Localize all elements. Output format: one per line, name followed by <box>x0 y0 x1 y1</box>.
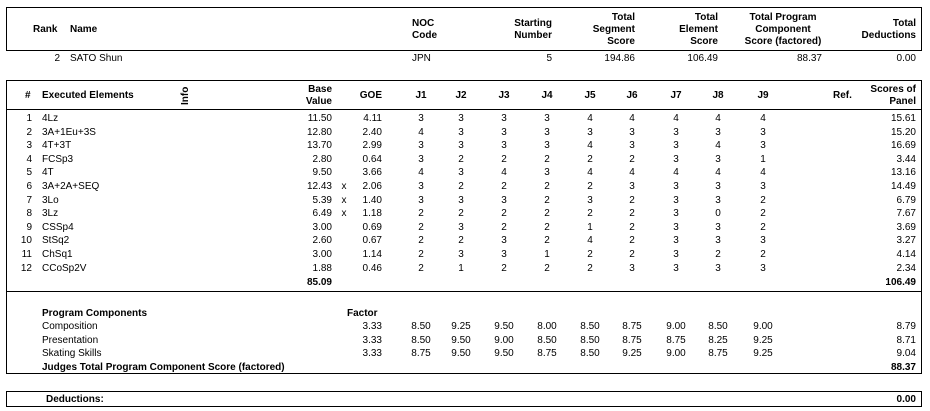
element-base-value: 6.49 <box>312 208 332 219</box>
element-judge-score: 3 <box>587 195 593 206</box>
component-panel-score: 8.79 <box>896 321 916 332</box>
element-panel-score: 13.16 <box>890 167 916 178</box>
judge-header-3: J3 <box>498 90 510 101</box>
element-judge-score: 3 <box>458 140 464 151</box>
element-goe: 2.99 <box>362 140 382 151</box>
elements-total-base-value: 85.09 <box>306 277 332 288</box>
element-name: FCSp3 <box>42 154 74 165</box>
judge-header-7: J7 <box>670 90 682 101</box>
element-judge-score: 3 <box>587 127 593 138</box>
component-judge-score: 9.25 <box>753 335 773 346</box>
pcs-header-2: Component <box>755 24 811 35</box>
tes-header-3: Score <box>690 36 718 47</box>
element-row-num: 10 <box>20 235 32 246</box>
element-judge-score: 3 <box>501 127 507 138</box>
component-factor: 3.33 <box>362 321 382 332</box>
element-panel-score: 14.49 <box>890 181 916 192</box>
component-judge-score: 8.50 <box>411 321 431 332</box>
components-total-label: Judges Total Program Component Score (factored) <box>42 362 285 373</box>
element-bonus-marker: x <box>341 181 347 192</box>
elements-info-header: Info <box>180 86 191 105</box>
element-judge-score: 3 <box>458 113 464 124</box>
component-judge-score: 8.50 <box>580 321 600 332</box>
element-judge-score: 3 <box>673 222 679 233</box>
elements-goe-header: GOE <box>359 90 382 101</box>
element-goe: 2.40 <box>362 127 382 138</box>
element-judge-score: 2 <box>544 208 550 219</box>
element-judge-score: 2 <box>458 235 464 246</box>
judge-header-2: J2 <box>455 90 467 101</box>
element-judge-score: 2 <box>418 235 424 246</box>
component-panel-score: 9.04 <box>896 348 916 359</box>
component-judge-score: 8.75 <box>537 348 557 359</box>
element-name: 4T+3T <box>42 140 72 151</box>
element-judge-score: 2 <box>544 235 550 246</box>
element-judge-score: 3 <box>501 113 507 124</box>
skater-total-element-score: 106.49 <box>687 53 718 64</box>
element-row-num: 5 <box>26 167 32 178</box>
element-base-value: 1.88 <box>312 263 332 274</box>
judge-header-8: J8 <box>712 90 724 101</box>
element-name: 3Lo <box>42 195 59 206</box>
element-goe: 0.69 <box>362 222 382 233</box>
element-name: StSq2 <box>42 235 70 246</box>
element-panel-score: 15.61 <box>890 113 916 124</box>
element-row-num: 7 <box>26 195 32 206</box>
element-judge-score: 2 <box>629 154 635 165</box>
element-judge-score: 2 <box>458 181 464 192</box>
ded-header-1: Total <box>892 18 916 29</box>
element-judge-score: 3 <box>501 249 507 260</box>
element-judge-score: 3 <box>418 113 424 124</box>
element-judge-score: 2 <box>418 222 424 233</box>
element-base-value: 3.00 <box>312 249 332 260</box>
element-judge-score: 4 <box>629 167 635 178</box>
element-judge-score: 2 <box>544 263 550 274</box>
element-row-num: 8 <box>26 208 32 219</box>
element-judge-score: 2 <box>544 154 550 165</box>
component-judge-score: 8.25 <box>708 335 728 346</box>
element-goe: 1.18 <box>362 208 382 219</box>
element-judge-score: 4 <box>760 167 766 178</box>
component-judge-score: 8.00 <box>537 321 557 332</box>
element-judge-score: 3 <box>673 208 679 219</box>
element-row-num: 9 <box>26 222 32 233</box>
element-base-value: 3.00 <box>312 222 332 233</box>
element-judge-score: 3 <box>458 222 464 233</box>
deductions-label: Deductions: <box>46 394 104 405</box>
element-judge-score: 2 <box>760 222 766 233</box>
element-judge-score: 2 <box>544 195 550 206</box>
component-judge-score: 9.25 <box>451 321 471 332</box>
element-goe: 1.40 <box>362 195 382 206</box>
element-judge-score: 3 <box>673 263 679 274</box>
element-judge-score: 2 <box>629 222 635 233</box>
element-judge-score: 2 <box>629 235 635 246</box>
element-judge-score: 3 <box>458 195 464 206</box>
ded-header-2: Deductions <box>861 30 916 41</box>
element-name: CCoSp2V <box>42 263 87 274</box>
element-panel-score: 4.14 <box>896 249 916 260</box>
judge-header-4: J4 <box>541 90 553 101</box>
start-header-2: Number <box>514 30 552 41</box>
element-row-num: 4 <box>26 154 32 165</box>
component-judge-score: 9.50 <box>451 348 471 359</box>
element-judge-score: 3 <box>458 249 464 260</box>
element-panel-score: 6.79 <box>896 195 916 206</box>
deductions-box <box>6 391 922 407</box>
element-judge-score: 3 <box>418 181 424 192</box>
elements-total-score: 106.49 <box>885 277 916 288</box>
element-judge-score: 2 <box>587 154 593 165</box>
elements-base-header-1: Base <box>308 84 332 95</box>
element-judge-score: 3 <box>715 154 721 165</box>
element-judge-score: 3 <box>760 140 766 151</box>
element-goe: 0.64 <box>362 154 382 165</box>
element-judge-score: 3 <box>544 113 550 124</box>
skater-total-segment-score: 194.86 <box>604 53 635 64</box>
component-judge-score: 8.75 <box>411 348 431 359</box>
element-judge-score: 2 <box>629 208 635 219</box>
element-judge-score: 3 <box>418 140 424 151</box>
element-judge-score: 3 <box>673 249 679 260</box>
element-judge-score: 2 <box>501 154 507 165</box>
components-factor-header: Factor <box>347 308 378 319</box>
element-judge-score: 3 <box>715 195 721 206</box>
element-goe: 0.67 <box>362 235 382 246</box>
pcs-header-1: Total Program <box>749 12 817 23</box>
element-judge-score: 4 <box>673 113 679 124</box>
element-judge-score: 3 <box>544 127 550 138</box>
element-judge-score: 3 <box>418 195 424 206</box>
component-judge-score: 9.00 <box>666 348 686 359</box>
skater-rank: 2 <box>54 53 60 64</box>
component-panel-score: 8.71 <box>896 335 916 346</box>
element-judge-score: 3 <box>760 263 766 274</box>
element-panel-score: 3.27 <box>896 235 916 246</box>
skater-name: SATO Shun <box>70 53 123 64</box>
element-judge-score: 3 <box>629 181 635 192</box>
element-name: 4T <box>42 167 54 178</box>
element-judge-score: 2 <box>418 263 424 274</box>
element-judge-score: 4 <box>501 167 507 178</box>
element-judge-score: 4 <box>587 235 593 246</box>
element-base-value: 2.60 <box>312 235 332 246</box>
element-panel-score: 3.69 <box>896 222 916 233</box>
element-goe: 4.11 <box>363 113 382 124</box>
element-name: 4Lz <box>42 113 59 124</box>
element-judge-score: 2 <box>587 249 593 260</box>
tss-header-3: Score <box>607 36 635 47</box>
element-judge-score: 3 <box>715 222 721 233</box>
element-judge-score: 2 <box>418 208 424 219</box>
element-judge-score: 2 <box>501 181 507 192</box>
element-judge-score: 3 <box>673 195 679 206</box>
element-row-num: 2 <box>26 127 32 138</box>
component-judge-score: 8.75 <box>622 321 642 332</box>
element-judge-score: 4 <box>715 140 721 151</box>
judge-header-6: J6 <box>626 90 638 101</box>
element-judge-score: 2 <box>760 195 766 206</box>
element-judge-score: 4 <box>715 113 721 124</box>
element-panel-score: 7.67 <box>896 208 916 219</box>
element-judge-score: 3 <box>673 154 679 165</box>
element-panel-score: 15.20 <box>890 127 916 138</box>
element-base-value: 5.39 <box>312 195 332 206</box>
element-judge-score: 4 <box>418 127 424 138</box>
element-judge-score: 4 <box>587 167 593 178</box>
component-name: Skating Skills <box>42 348 102 359</box>
element-judge-score: 3 <box>629 263 635 274</box>
element-judge-score: 2 <box>760 249 766 260</box>
element-judge-score: 1 <box>458 263 464 274</box>
noc-header-1: NOC <box>412 18 435 29</box>
component-factor: 3.33 <box>362 348 382 359</box>
element-row-num: 6 <box>26 181 32 192</box>
element-base-value: 11.50 <box>307 113 332 124</box>
element-name: ChSq1 <box>42 249 73 260</box>
element-judge-score: 3 <box>629 140 635 151</box>
element-judge-score: 1 <box>760 154 766 165</box>
element-judge-score: 1 <box>544 249 550 260</box>
element-base-value: 12.80 <box>306 127 332 138</box>
elements-scores-header-1: Scores of <box>870 84 916 95</box>
element-judge-score: 2 <box>715 249 721 260</box>
component-judge-score: 8.50 <box>580 348 600 359</box>
element-judge-score: 2 <box>501 263 507 274</box>
pcs-header-3: Score (factored) <box>744 36 822 47</box>
element-panel-score: 16.69 <box>890 140 916 151</box>
element-judge-score: 2 <box>587 208 593 219</box>
component-factor: 3.33 <box>362 335 382 346</box>
element-name: 3Lz <box>42 208 59 219</box>
element-base-value: 12.43 <box>306 181 332 192</box>
name-header: Name <box>70 24 98 35</box>
skater-total-pcs: 88.37 <box>796 53 822 64</box>
element-judge-score: 3 <box>715 235 721 246</box>
element-judge-score: 3 <box>760 181 766 192</box>
element-judge-score: 4 <box>673 167 679 178</box>
element-goe: 1.14 <box>362 249 382 260</box>
element-row-num: 12 <box>20 263 32 274</box>
element-judge-score: 4 <box>418 167 424 178</box>
element-judge-score: 3 <box>715 181 721 192</box>
element-judge-score: 3 <box>715 127 721 138</box>
element-base-value: 9.50 <box>312 167 332 178</box>
element-panel-score: 3.44 <box>896 154 916 165</box>
components-title: Program Components <box>42 308 148 319</box>
element-judge-score: 2 <box>544 222 550 233</box>
element-judge-score: 3 <box>673 127 679 138</box>
element-judge-score: 2 <box>501 208 507 219</box>
element-judge-score: 4 <box>629 113 635 124</box>
element-bonus-marker: x <box>341 208 347 219</box>
element-base-value: 2.80 <box>312 154 332 165</box>
element-judge-score: 0 <box>715 208 721 219</box>
skater-total-deductions: 0.00 <box>896 53 916 64</box>
element-judge-score: 3 <box>501 235 507 246</box>
element-judge-score: 2 <box>458 208 464 219</box>
element-judge-score: 4 <box>760 113 766 124</box>
element-judge-score: 3 <box>715 263 721 274</box>
tes-header-1: Total <box>694 12 718 23</box>
element-row-num: 1 <box>26 113 32 124</box>
components-total-score: 88.37 <box>890 362 916 373</box>
component-judge-score: 8.50 <box>580 335 600 346</box>
element-goe: 0.46 <box>362 263 382 274</box>
element-judge-score: 3 <box>760 235 766 246</box>
skater-starting-number: 5 <box>546 53 552 64</box>
element-goe: 3.66 <box>362 167 382 178</box>
component-judge-score: 8.50 <box>708 321 728 332</box>
noc-header-2: Code <box>412 30 437 41</box>
element-judge-score: 4 <box>587 140 593 151</box>
element-judge-score: 2 <box>458 154 464 165</box>
tss-header-2: Segment <box>592 24 635 35</box>
element-judge-score: 2 <box>760 208 766 219</box>
element-judge-score: 3 <box>458 127 464 138</box>
judge-header-9: J9 <box>757 90 769 101</box>
element-judge-score: 2 <box>629 249 635 260</box>
element-name: 3A+1Eu+3S <box>42 127 96 138</box>
element-row-num: 11 <box>21 249 32 260</box>
element-panel-score: 2.34 <box>896 263 916 274</box>
element-judge-score: 4 <box>587 113 593 124</box>
element-name: CSSp4 <box>42 222 74 233</box>
element-judge-score: 2 <box>587 263 593 274</box>
component-name: Presentation <box>42 335 99 346</box>
elements-num-header: # <box>25 90 31 101</box>
tes-header-2: Element <box>679 24 718 35</box>
rank-header: Rank <box>33 24 58 35</box>
component-name: Composition <box>42 321 98 332</box>
element-goe: 2.06 <box>362 181 382 192</box>
elements-executed-header: Executed Elements <box>42 90 134 101</box>
component-judge-score: 9.25 <box>622 348 642 359</box>
start-header-1: Starting <box>514 18 552 29</box>
element-bonus-marker: x <box>341 195 347 206</box>
element-judge-score: 3 <box>544 167 550 178</box>
element-judge-score: 3 <box>760 127 766 138</box>
scores-box <box>6 80 922 374</box>
skater-noc: JPN <box>412 53 431 64</box>
element-judge-score: 3 <box>501 140 507 151</box>
elements-scores-header-2: Panel <box>889 96 916 107</box>
component-judge-score: 9.50 <box>451 335 471 346</box>
element-judge-score: 3 <box>501 195 507 206</box>
deductions-value: 0.00 <box>896 394 916 405</box>
element-judge-score: 3 <box>629 127 635 138</box>
element-row-num: 3 <box>26 140 32 151</box>
component-judge-score: 9.50 <box>494 348 514 359</box>
judge-header-5: J5 <box>584 90 596 101</box>
component-judge-score: 9.00 <box>753 321 773 332</box>
element-judge-score: 3 <box>673 181 679 192</box>
element-judge-score: 3 <box>673 235 679 246</box>
judge-header-1: J1 <box>415 90 427 101</box>
elements-ref-header: Ref. <box>833 90 852 101</box>
element-judge-score: 4 <box>715 167 721 178</box>
element-judge-score: 3 <box>418 154 424 165</box>
elements-base-header-2: Value <box>305 96 332 107</box>
component-judge-score: 8.75 <box>622 335 642 346</box>
component-judge-score: 9.25 <box>753 348 773 359</box>
element-base-value: 13.70 <box>306 140 332 151</box>
element-judge-score: 3 <box>458 167 464 178</box>
component-judge-score: 8.75 <box>708 348 728 359</box>
element-judge-score: 2 <box>418 249 424 260</box>
component-judge-score: 8.75 <box>666 335 686 346</box>
element-name: 3A+2A+SEQ <box>42 181 100 192</box>
component-judge-score: 8.50 <box>411 335 431 346</box>
tss-header-1: Total <box>611 12 635 23</box>
component-judge-score: 9.00 <box>666 321 686 332</box>
component-judge-score: 8.50 <box>537 335 557 346</box>
component-judge-score: 9.00 <box>494 335 514 346</box>
element-judge-score: 2 <box>544 181 550 192</box>
element-judge-score: 2 <box>501 222 507 233</box>
element-judge-score: 1 <box>587 222 593 233</box>
element-judge-score: 2 <box>587 181 593 192</box>
element-judge-score: 3 <box>673 140 679 151</box>
element-judge-score: 2 <box>629 195 635 206</box>
component-judge-score: 9.50 <box>494 321 514 332</box>
element-judge-score: 3 <box>544 140 550 151</box>
